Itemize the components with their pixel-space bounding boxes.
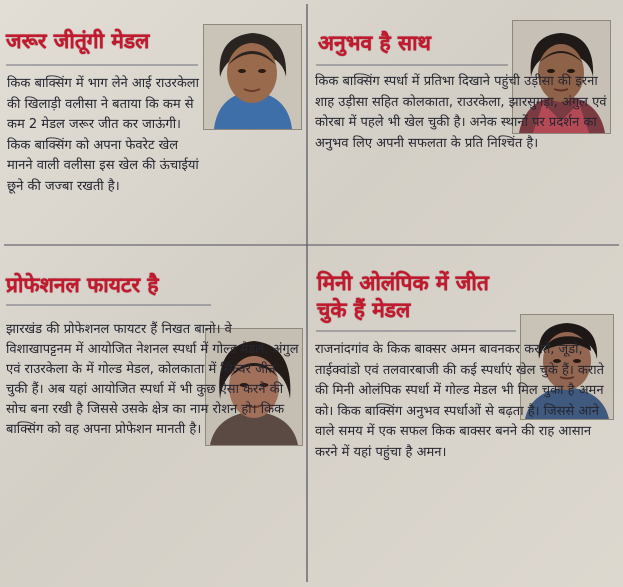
article-body: किक बाक्सिंग स्पर्धा में प्रतिभा दिखाने पहुंची उड़ीसा की इरना शाह उड़ीसा सहित कोलकाता, राउरकेला, झारसुगड़ा, अंगुल एवं कोरबा में पहले भी खेल चुकी है। अनेक स्थानों पर प्रदर्शन का अनुभव लिए अपनी सफलता के प्रति निश्चिंत है।	[315, 74, 607, 151]
article-heading: जरूर जीतूंगी मेडल	[6, 29, 150, 53]
article-body: किक बाक्सिंग में भाग लेने आई राउरकेला की खिलाड़ी वलीसा ने बताया कि कम से कम 2 मेडल जरूर जीत कर जाऊंगी। किक बाक्सिंग को अपना फेवरेट खेल मानने वाली वलीसा इस खेल की ऊंचाईयां छूने की जज्बा रखती है।	[7, 76, 199, 194]
article-heading: अनुभव है साथ	[318, 31, 431, 55]
article-nikhat	[0, 246, 306, 587]
portrait-photo-girl-icon	[203, 24, 302, 130]
heading-rule	[316, 330, 516, 332]
article-body: राजनांदगांव के किक बाक्सर अमन बावनकर कराते, जूडो, ताईक्वांडो एवं तलवारबाजी की कई स्पर्धाएं खेल चुके हैं। कराते की मिनी ओलंपिक स्पर्धा में गोल्ड मेडल भी मिल चुका है अमन को। किक बाक्सिंग अनुभव स्पर्धाओं से बढ़ता है। जिससे आने वाले समय में एक सफल किक बाक्सर बनने की राह आसान करने में यहां पहुंचा है अमन।	[315, 342, 605, 460]
article-irna	[308, 0, 623, 244]
article-heading: मिनी ओलंपिक में जीत चुके हैं मेडल	[317, 271, 489, 322]
heading-rule	[316, 64, 508, 66]
article-aman	[308, 246, 623, 587]
article-body: झारखंड की प्रोफेशनल फायटर हैं निखत बानो। वे विशाखापट्टनम में आयोजित नेशनल स्पर्धा में गोल्ड मेडल, अंगुल एवं राउरकेला के में गोल्ड मेडल, कोलकाता में सिल्वर जीत चुकी हैं। अब यहां आयोजित स्पर्धा में भी कुछ ऐसा करने की सोच बना रखी है जिससे उसके क्षेत्र का नाम रोशन हो। किक बाक्सिंग को वह अपना प्रोफेशन मानती है।	[6, 322, 299, 437]
heading-rule	[6, 64, 198, 66]
article-heading: प्रोफेशनल फायटर है	[6, 273, 159, 297]
article-walisa	[0, 0, 306, 244]
heading-rule	[6, 304, 211, 306]
